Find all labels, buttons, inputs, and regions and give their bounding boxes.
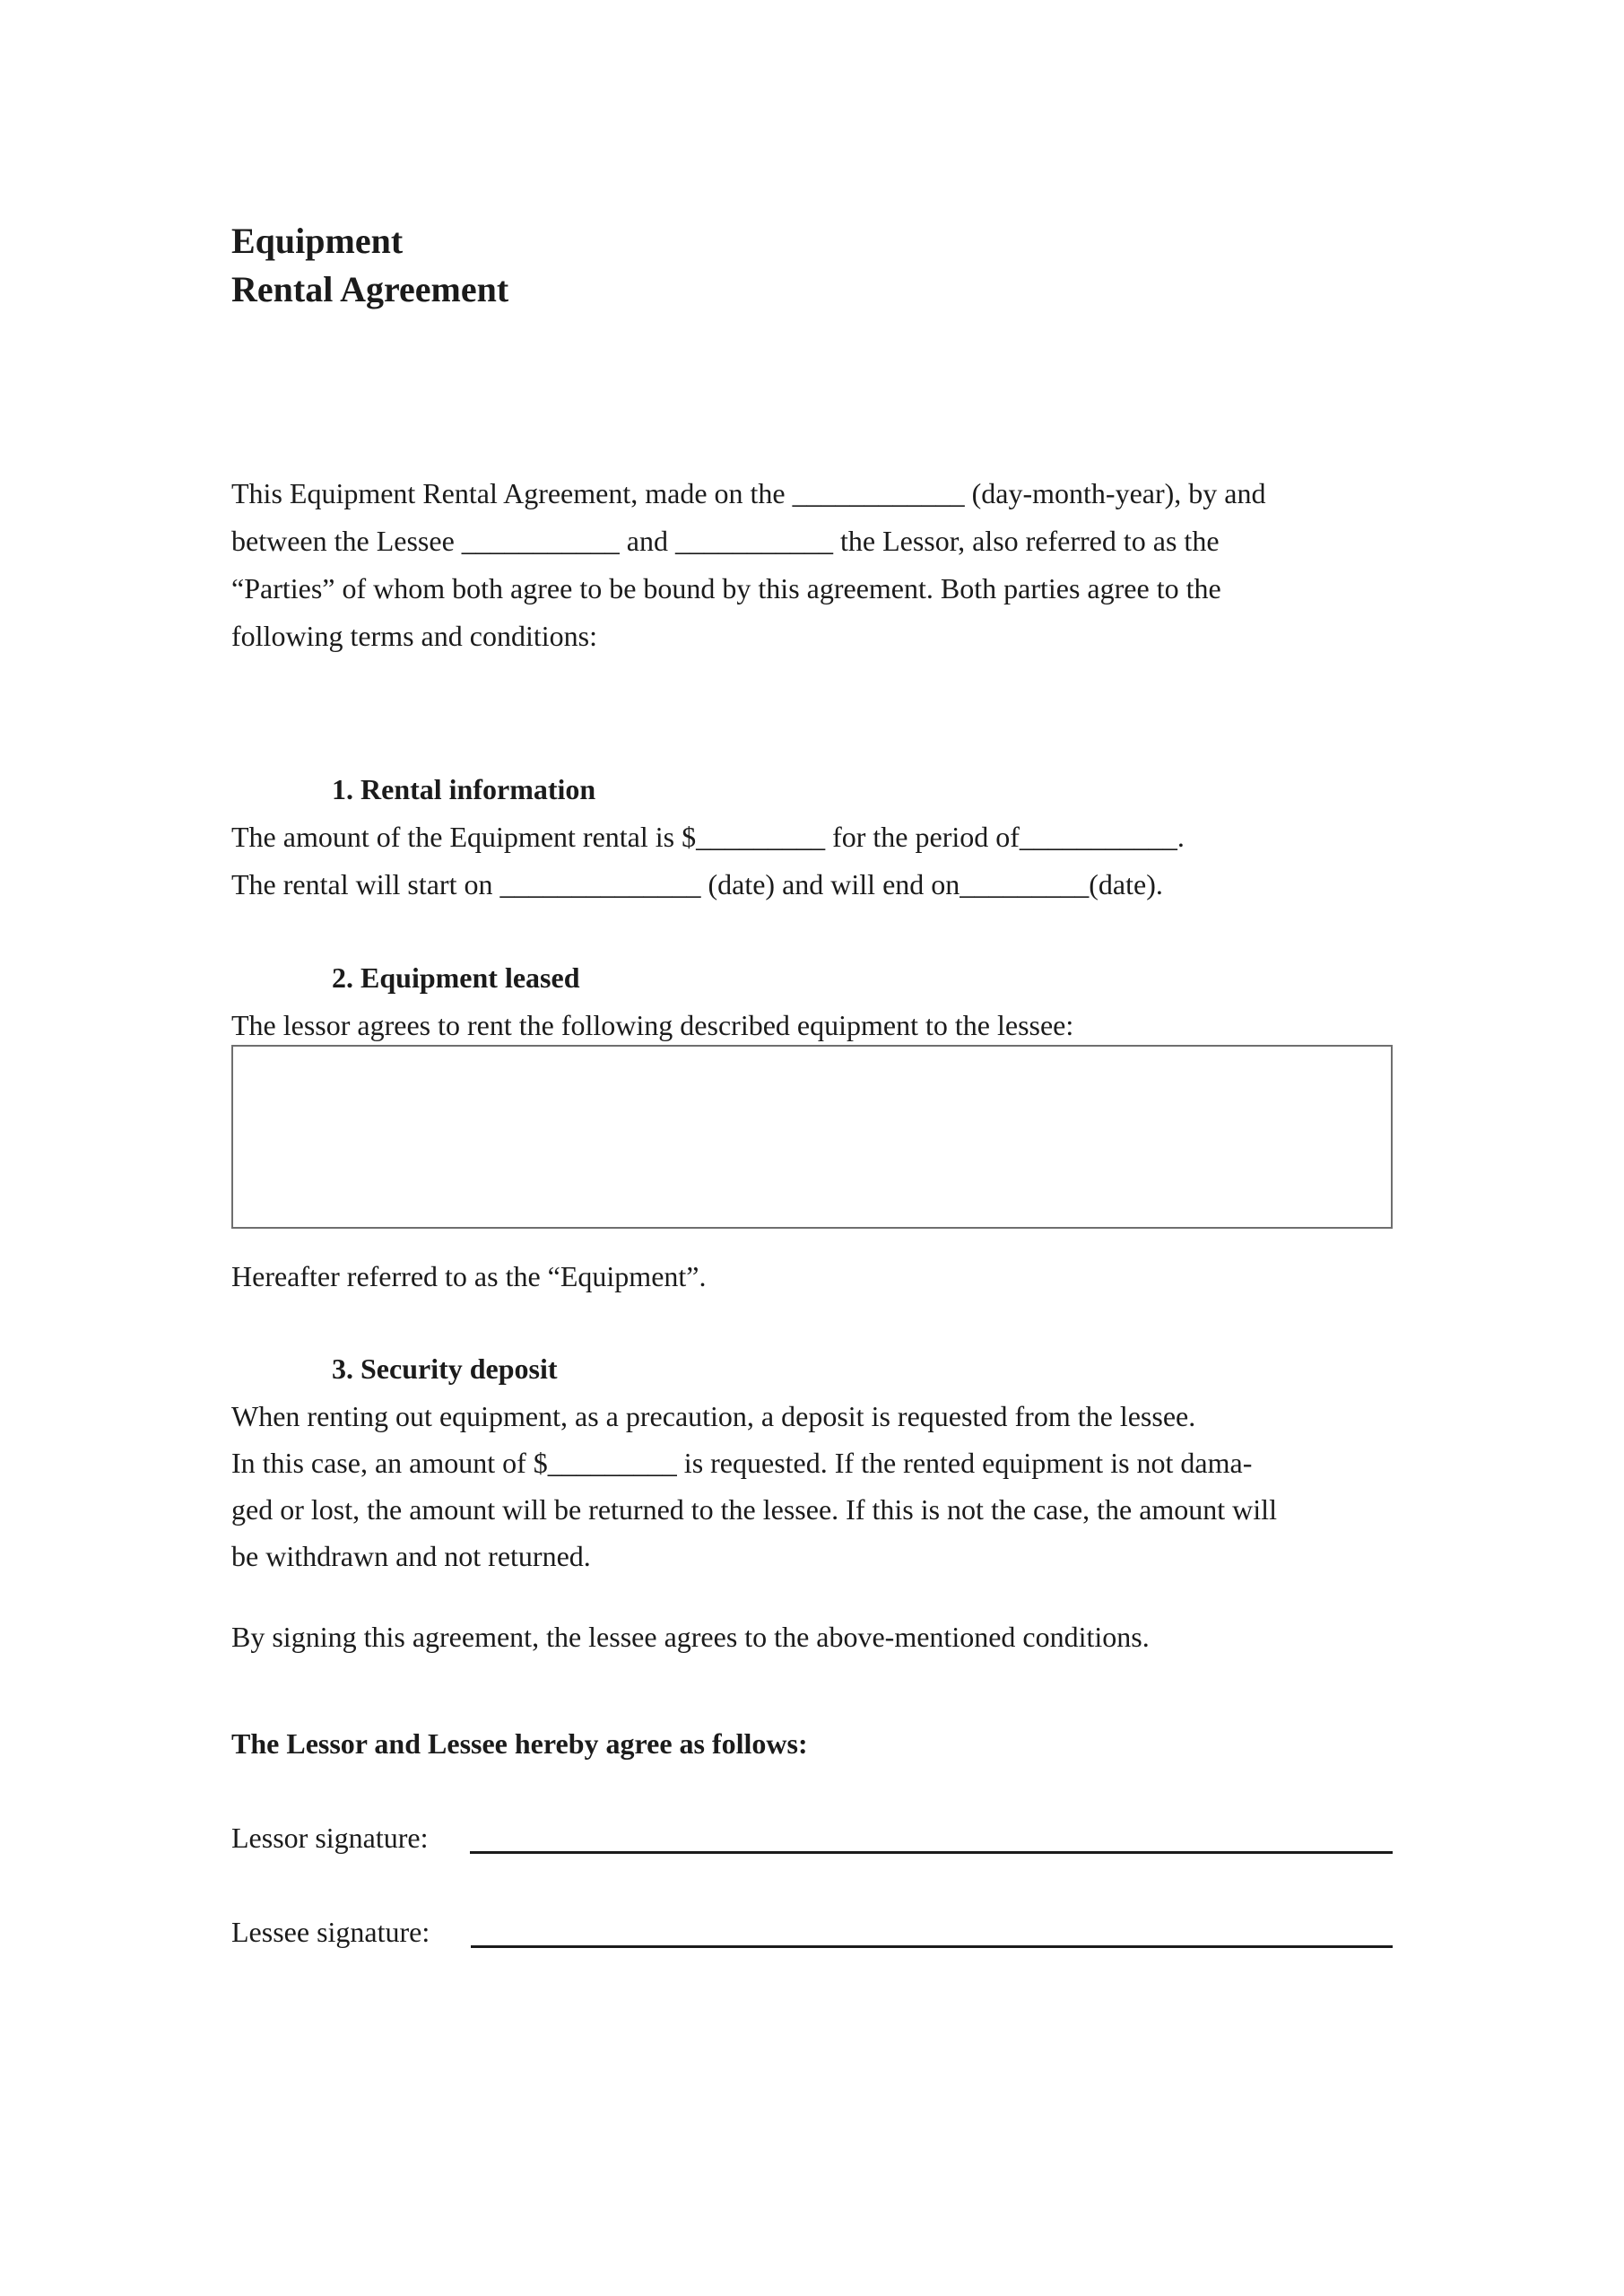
title-line-1: Equipment (231, 221, 404, 261)
title-line-2: Rental Agreement (231, 269, 509, 309)
text-line: “Parties” of whom both agree to be bound by this agreement. Both parties agree to the (231, 572, 1221, 604)
text-line: The lessor agrees to rent the following described equipment to the lessee: (231, 1009, 1074, 1041)
section-1-heading: 1. Rental information (332, 773, 596, 805)
document-title (231, 217, 1393, 314)
agreement-clause-heading: The Lessor and Lessee hereby agree as follows: (231, 1727, 808, 1760)
lessor-signature-row (231, 1814, 1393, 1862)
text-line: In this case, an amount of $_________ is requested. If the rented equipment is not dama- (231, 1447, 1253, 1479)
section-2-heading: 2. Equipment leased (332, 961, 580, 994)
section-2-body (231, 1002, 1393, 1049)
section-3-heading: 3. Security deposit (332, 1352, 558, 1385)
text-line: The rental will start on ______________ (date) and will end on_________(date). (231, 868, 1163, 900)
lessee-signature-line[interactable] (471, 1909, 1393, 1948)
text-line: By signing this agreement, the lessee agrees to the above-mentioned conditions. (231, 1621, 1150, 1653)
text-line: Hereafter referred to as the “Equipment”. (231, 1260, 707, 1292)
lessee-signature-label: Lessee signature: (231, 1916, 430, 1948)
text-line: The amount of the Equipment rental is $_________ for the period of___________. (231, 821, 1185, 853)
text-line: be withdrawn and not returned. (231, 1540, 591, 1572)
equipment-description-box[interactable] (231, 1045, 1393, 1229)
lessor-signature-line[interactable] (470, 1814, 1394, 1854)
text-line: between the Lessee ___________ and ___________ the Lessor, also referred to as the (231, 525, 1220, 557)
section-1-body (231, 813, 1393, 909)
hereafter-paragraph (231, 1253, 1393, 1300)
section-3-body (231, 1393, 1393, 1579)
lessee-signature-row (231, 1909, 1393, 1956)
text-line: ged or lost, the amount will be returned to the lessee. If this is not the case, the amount will (231, 1493, 1277, 1526)
lessor-signature-label: Lessor signature: (231, 1822, 429, 1854)
text-line: When renting out equipment, as a precaution, a deposit is requested from the lessee. (231, 1400, 1196, 1432)
intro-paragraph (231, 470, 1393, 660)
text-line: following terms and conditions: (231, 620, 597, 652)
text-line: This Equipment Rental Agreement, made on the ____________ (day-month-year), by and (231, 477, 1266, 509)
signing-statement (231, 1613, 1393, 1661)
